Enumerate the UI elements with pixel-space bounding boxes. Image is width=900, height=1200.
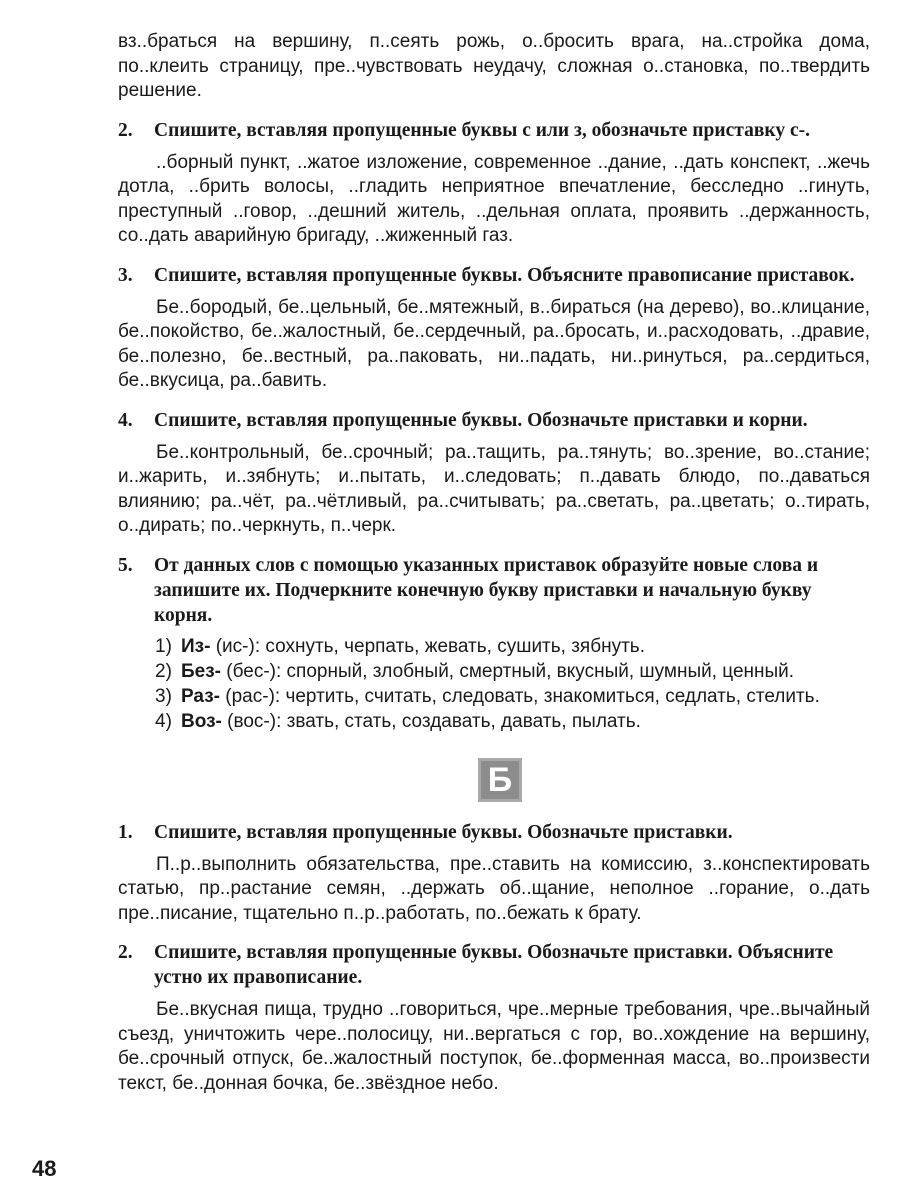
- task-number: 4.: [118, 409, 133, 431]
- page-content: [118, 30, 870, 1096]
- task-a3-text: Бе..бородый, бе..цельный, бе..мятежный, в..бираться (на дерево), во..клицание, бе..покойство, бе..жалостный, бе..сердечный, ра..бросать, и..расходовать, ..дравие, бе..полезно, бе..вестный, ра..паковать, ни..падать, ни..ринуться, ра..сердиться, бе..вкусица, ра..бавить.: [118, 296, 870, 391]
- task-a2-text: ..борный пункт, ..жатое изложение, современное ..дание, ..дать конспект, ..жечь дотла, ..брить волосы, ..гладить неприятное впечатление, бесследно ..гинуть, преступный ..говор, ..дешний житель, ..дельная оплата, проявить ..держанность, со..дать аварийную бригаду, ..жиженный газ.: [118, 151, 870, 246]
- list-item: [155, 709, 870, 734]
- task-number: 1.: [118, 821, 133, 843]
- prefix-list: [118, 634, 870, 734]
- task-a2-instruction: [118, 118, 870, 143]
- list-item-number: 1): [155, 635, 172, 657]
- section-b-header: [118, 758, 870, 802]
- task-a4-instruction: [118, 408, 870, 433]
- list-item: [155, 634, 870, 659]
- task-b2-instruction: [118, 940, 870, 990]
- list-item: [155, 684, 870, 709]
- section-b-badge: Б: [478, 758, 522, 802]
- task-a5-instruction: [118, 553, 870, 628]
- word-list: : спорный, злобный, смертный, вкусный, шумный, ценный.: [276, 660, 795, 682]
- prefix-label: Из-: [181, 635, 211, 657]
- task-instruction: Спишите, вставляя пропущенные буквы. Обозначьте приставки.: [154, 821, 733, 843]
- task-number: 5.: [118, 554, 133, 576]
- prefix-variant: (вос-): [227, 710, 277, 732]
- word-list: : звать, стать, создавать, давать, пылать.: [276, 710, 641, 732]
- prefix-label: Без-: [181, 660, 221, 682]
- task-b1-text: П..р..выполнить обязательства, пре..ставить на комиссию, з..конспектировать статью, пр..растание семян, ..держать об..щание, неполное ..горание, о..дать пре..писание, тщательно п..р..работать, по..бежать к брату.: [118, 853, 870, 924]
- prefix-label: Раз-: [181, 685, 220, 707]
- list-item-number: 4): [155, 710, 172, 732]
- prefix-variant: (ис-): [215, 635, 255, 657]
- task-instruction: Спишите, вставляя пропущенные буквы. Обозначьте приставки и корни.: [154, 409, 808, 431]
- task-instruction: От данных слов с помощью указанных приставок образуйте новые слова и запишите их. Подчеркните конечную букву приставки и начальную букву корня.: [154, 554, 819, 626]
- list-item-number: 3): [155, 685, 172, 707]
- task-b2-text: Бе..вкусная пища, трудно ..говориться, чре..мерные требования, чре..вычайный съезд, уничтожить чере..полосицу, ни..вергаться с гор, во..хождение на вершину, бе..срочный отпуск, бе..жалостный поступок, бе..форменная масса, во..произвести текст, бе..донная бочка, бе..звёздное небо.: [118, 999, 870, 1094]
- task-number: 3.: [118, 264, 133, 286]
- task-a3-instruction: [118, 263, 870, 288]
- task-instruction: Спишите, вставляя пропущенные буквы. Обозначьте приставки. Объясните устно их правописание.: [154, 942, 834, 988]
- task-a4-text: Бе..контрольный, бе..срочный; ра..тащить, ра..тянуть; во..зрение, во..стание; и..жарить, и..зябнуть; и..пытать, и..следовать; п..давать блюдо, по..даваться влиянию; ра..чёт, ра..чётливый, ра..считывать; ра..светать, ра..цветать; о..тирать, о..дирать; по..черкнуть, п..черк.: [118, 441, 870, 536]
- task-instruction: Спишите, вставляя пропущенные буквы. Объясните правописание приставок.: [154, 264, 855, 286]
- page-number: 48: [32, 1156, 57, 1181]
- word-list: : чертить, считать, следовать, знакомиться, седлать, стелить.: [274, 685, 820, 707]
- task-number: 2.: [118, 119, 133, 141]
- list-item: [155, 659, 870, 684]
- prefix-label: Воз-: [181, 710, 222, 732]
- list-item-number: 2): [155, 660, 172, 682]
- task-number: 2.: [118, 942, 133, 963]
- word-list: : сохнуть, черпать, жевать, сушить, зябнуть.: [254, 635, 645, 657]
- task-b1-instruction: [118, 820, 870, 845]
- prefix-variant: (рас-): [225, 685, 275, 707]
- intro-paragraph: вз..браться на вершину, п..сеять рожь, о..бросить врага, на..стройка дома, по..клеить страницу, пре..чувствовать неудачу, сложная о..становка, по..твердить решение.: [118, 31, 870, 101]
- task-instruction: Спишите, вставляя пропущенные буквы с или з, обозначьте приставку с-.: [154, 119, 810, 141]
- prefix-variant: (бес-): [226, 660, 276, 682]
